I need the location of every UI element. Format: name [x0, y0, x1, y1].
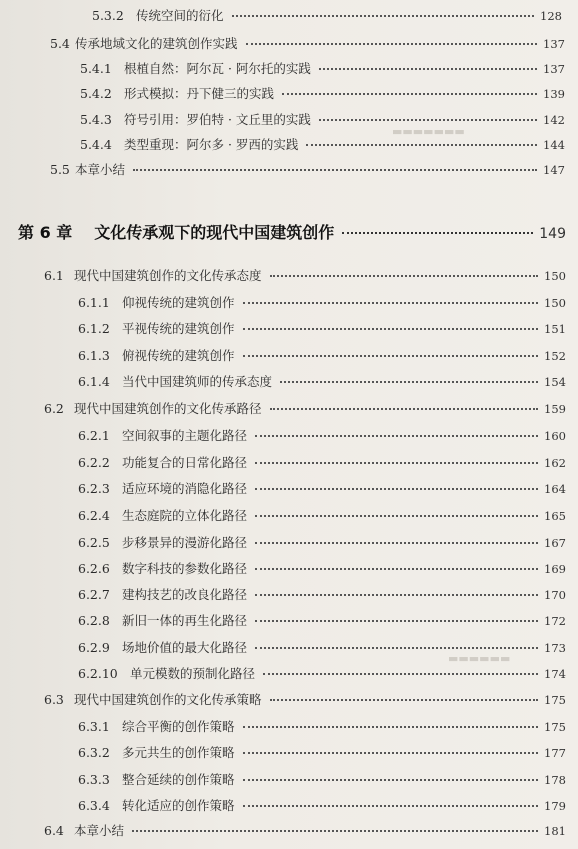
dot-leader: [270, 275, 539, 277]
dot-leader: [282, 93, 537, 95]
entry-number: 6.3.3: [78, 772, 110, 787]
entry-title: 仰视传统的建筑创作: [122, 295, 235, 310]
entry-title: 本章小结: [75, 162, 126, 177]
entry-title: 综合平衡的创作策略: [122, 719, 235, 734]
toc-entry-6-3-1[interactable]: [78, 719, 566, 735]
toc-entry-6-2-1[interactable]: [78, 428, 566, 444]
entry-number: 6.2.2: [78, 455, 110, 470]
entry-number: 6.2: [44, 401, 64, 416]
dot-leader: [255, 647, 538, 649]
toc-entry-6-2-2[interactable]: [78, 455, 566, 471]
entry-title: 建构技艺的改良化路径: [122, 587, 248, 602]
entry-page: 154: [544, 375, 566, 389]
dot-leader: [243, 328, 539, 330]
entry-number: 5.4.1: [80, 61, 112, 76]
entry-number: 6.2.5: [78, 535, 110, 550]
dot-leader: [306, 144, 537, 146]
toc-entry-6-2-9[interactable]: [78, 640, 566, 656]
entry-page: 137: [543, 62, 565, 76]
entry-number: 5.3.2: [92, 8, 124, 23]
entry-title: 现代中国建筑创作的文化传承态度: [74, 268, 262, 283]
toc-entry-5-4[interactable]: [50, 36, 565, 52]
entry-title: 空间叙事的主题化路径: [122, 428, 248, 443]
dot-leader: [255, 515, 538, 517]
toc-entry-6-2-5[interactable]: [78, 535, 566, 551]
dot-leader: [255, 594, 538, 596]
dot-leader: [243, 805, 539, 807]
entry-number: 5.4.4: [80, 137, 112, 152]
entry-page: 179: [544, 799, 566, 813]
dot-leader: [255, 462, 538, 464]
dot-leader: [232, 15, 535, 17]
entry-number: 5.4.2: [80, 86, 112, 101]
toc-entry-5-5[interactable]: [50, 162, 565, 178]
entry-page: 169: [544, 562, 566, 576]
toc-entry-6-2-3[interactable]: [78, 481, 566, 497]
entry-page: 175: [544, 693, 566, 707]
dot-leader: [243, 355, 539, 357]
toc-entry-6-2[interactable]: [44, 401, 566, 417]
entry-number: 6.3.4: [78, 798, 110, 813]
bleed-through-text: ▬▬▬▬▬▬▬: [392, 125, 465, 138]
entry-page: 164: [544, 482, 566, 496]
entry-page: 165: [544, 509, 566, 523]
toc-entry-6-3-3[interactable]: [78, 772, 566, 788]
entry-title: 俯视传统的建筑创作: [122, 348, 235, 363]
dot-leader: [270, 408, 539, 410]
dot-leader: [280, 381, 538, 383]
dot-leader: [255, 620, 538, 622]
toc-chapter-6[interactable]: [18, 225, 566, 242]
entry-number: 6.2.10: [78, 666, 118, 681]
entry-title: 场地价值的最大化路径: [122, 640, 248, 655]
dot-leader: [243, 726, 539, 728]
toc-entry-5-3-2[interactable]: [92, 8, 562, 24]
entry-number: 6.4: [44, 823, 64, 838]
entry-title: 整合延续的创作策略: [122, 772, 235, 787]
entry-page: 139: [543, 87, 565, 101]
entry-page: 173: [544, 641, 566, 655]
entry-page: 152: [544, 349, 566, 363]
entry-title: 转化适应的创作策略: [122, 798, 235, 813]
entry-title: 功能复合的日常化路径: [122, 455, 248, 470]
toc-entry-5-4-3[interactable]: [80, 112, 565, 128]
toc-entry-5-4-2[interactable]: [80, 86, 565, 102]
toc-entry-6-3[interactable]: [44, 692, 566, 708]
chapter-number: 第 6 章: [18, 223, 73, 242]
dot-leader: [133, 169, 537, 171]
toc-entry-6-2-10[interactable]: [78, 666, 566, 682]
dot-leader: [319, 68, 537, 70]
dot-leader: [270, 699, 539, 701]
entry-page: 178: [544, 773, 566, 787]
toc-entry-6-1-2[interactable]: [78, 321, 566, 337]
toc-entry-6-1-4[interactable]: [78, 374, 566, 390]
entry-number: 6.3: [44, 692, 64, 707]
entry-title: 单元模数的预制化路径: [130, 666, 256, 681]
entry-title: 根植自然：阿尔瓦 · 阿尔托的实践: [124, 61, 311, 76]
toc-entry-6-1[interactable]: [44, 268, 566, 284]
entry-number: 6.2.9: [78, 640, 110, 655]
entry-page: 172: [544, 614, 566, 628]
entry-number: 5.4.3: [80, 112, 112, 127]
entry-title: 传统空间的衍化: [136, 8, 224, 23]
toc-entry-5-4-4[interactable]: [80, 137, 565, 153]
entry-page: 167: [544, 536, 566, 550]
entry-title: 新旧一体的再生化路径: [122, 613, 248, 628]
entry-title: 适应环境的消隐化路径: [122, 481, 248, 496]
toc-entry-6-2-8[interactable]: [78, 613, 566, 629]
entry-number: 5.5: [50, 162, 70, 177]
entry-title: 传承地域文化的建筑创作实践: [75, 36, 238, 51]
entry-page: 144: [543, 138, 565, 152]
entry-page: 177: [544, 746, 566, 760]
entry-number: 6.1.3: [78, 348, 110, 363]
toc-entry-6-1-3[interactable]: [78, 348, 566, 364]
entry-number: 6.1: [44, 268, 64, 283]
toc-entry-6-2-6[interactable]: [78, 561, 566, 577]
entry-number: 6.3.1: [78, 719, 110, 734]
entry-page: 160: [544, 429, 566, 443]
entry-title: 符号引用：罗伯特 · 文丘里的实践: [124, 112, 311, 127]
toc-entry-5-4-1[interactable]: [80, 61, 565, 77]
entry-title: 本章小结: [74, 823, 125, 838]
entry-number: 6.1.4: [78, 374, 110, 389]
entry-number: 6.2.6: [78, 561, 110, 576]
entry-number: 6.2.8: [78, 613, 110, 628]
entry-page: 150: [544, 269, 566, 283]
toc-entry-6-1-1[interactable]: [78, 295, 566, 311]
dot-leader: [342, 232, 533, 234]
entry-page: 174: [544, 667, 566, 681]
entry-page: 181: [544, 824, 566, 838]
entry-page: 147: [543, 163, 565, 177]
dot-leader: [255, 568, 538, 570]
entry-page: 151: [544, 322, 566, 336]
dot-leader: [243, 779, 539, 781]
entry-number: 6.2.3: [78, 481, 110, 496]
entry-title: 类型重现：阿尔多 · 罗西的实践: [124, 137, 299, 152]
dot-leader: [255, 488, 538, 490]
entry-page: 159: [544, 402, 566, 416]
entry-title: 步移景异的漫游化路径: [122, 535, 248, 550]
entry-number: 6.1.1: [78, 295, 110, 310]
toc-entry-6-2-7[interactable]: [78, 587, 566, 603]
entry-page: 142: [543, 113, 565, 127]
entry-page: 150: [544, 296, 566, 310]
bleed-through-text: ▬▬▬▬▬▬: [448, 652, 511, 665]
chapter-page: 149: [539, 226, 566, 242]
entry-page: 128: [540, 9, 562, 23]
dot-leader: [255, 542, 538, 544]
entry-title: 数字科技的参数化路径: [122, 561, 248, 576]
dot-leader: [132, 830, 538, 832]
entry-number: 6.2.7: [78, 587, 110, 602]
entry-title: 平视传统的建筑创作: [122, 321, 235, 336]
chapter-title: 文化传承观下的现代中国建筑创作: [94, 223, 335, 242]
dot-leader: [319, 119, 537, 121]
entry-number: 6.2.4: [78, 508, 110, 523]
toc-entry-6-3-2[interactable]: [78, 745, 566, 761]
entry-title: 形式模拟：丹下健三的实践: [124, 86, 275, 101]
dot-leader: [243, 752, 539, 754]
entry-title: 现代中国建筑创作的文化传承策略: [74, 692, 262, 707]
entry-number: 6.3.2: [78, 745, 110, 760]
dot-leader: [263, 673, 538, 675]
entry-page: 162: [544, 456, 566, 470]
dot-leader: [243, 302, 539, 304]
entry-title: 多元共生的创作策略: [122, 745, 235, 760]
toc-entry-6-4[interactable]: [44, 823, 566, 839]
entry-number: 6.2.1: [78, 428, 110, 443]
entry-title: 当代中国建筑师的传承态度: [122, 374, 273, 389]
dot-leader: [255, 435, 538, 437]
entry-page: 175: [544, 720, 566, 734]
toc-entry-6-3-4[interactable]: [78, 798, 566, 814]
entry-number: 6.1.2: [78, 321, 110, 336]
entry-page: 170: [544, 588, 566, 602]
toc-entry-6-2-4[interactable]: [78, 508, 566, 524]
entry-number: 5.4: [50, 36, 70, 51]
entry-title: 生态庭院的立体化路径: [122, 508, 248, 523]
entry-page: 137: [543, 37, 565, 51]
dot-leader: [246, 43, 538, 45]
entry-title: 现代中国建筑创作的文化传承路径: [74, 401, 262, 416]
